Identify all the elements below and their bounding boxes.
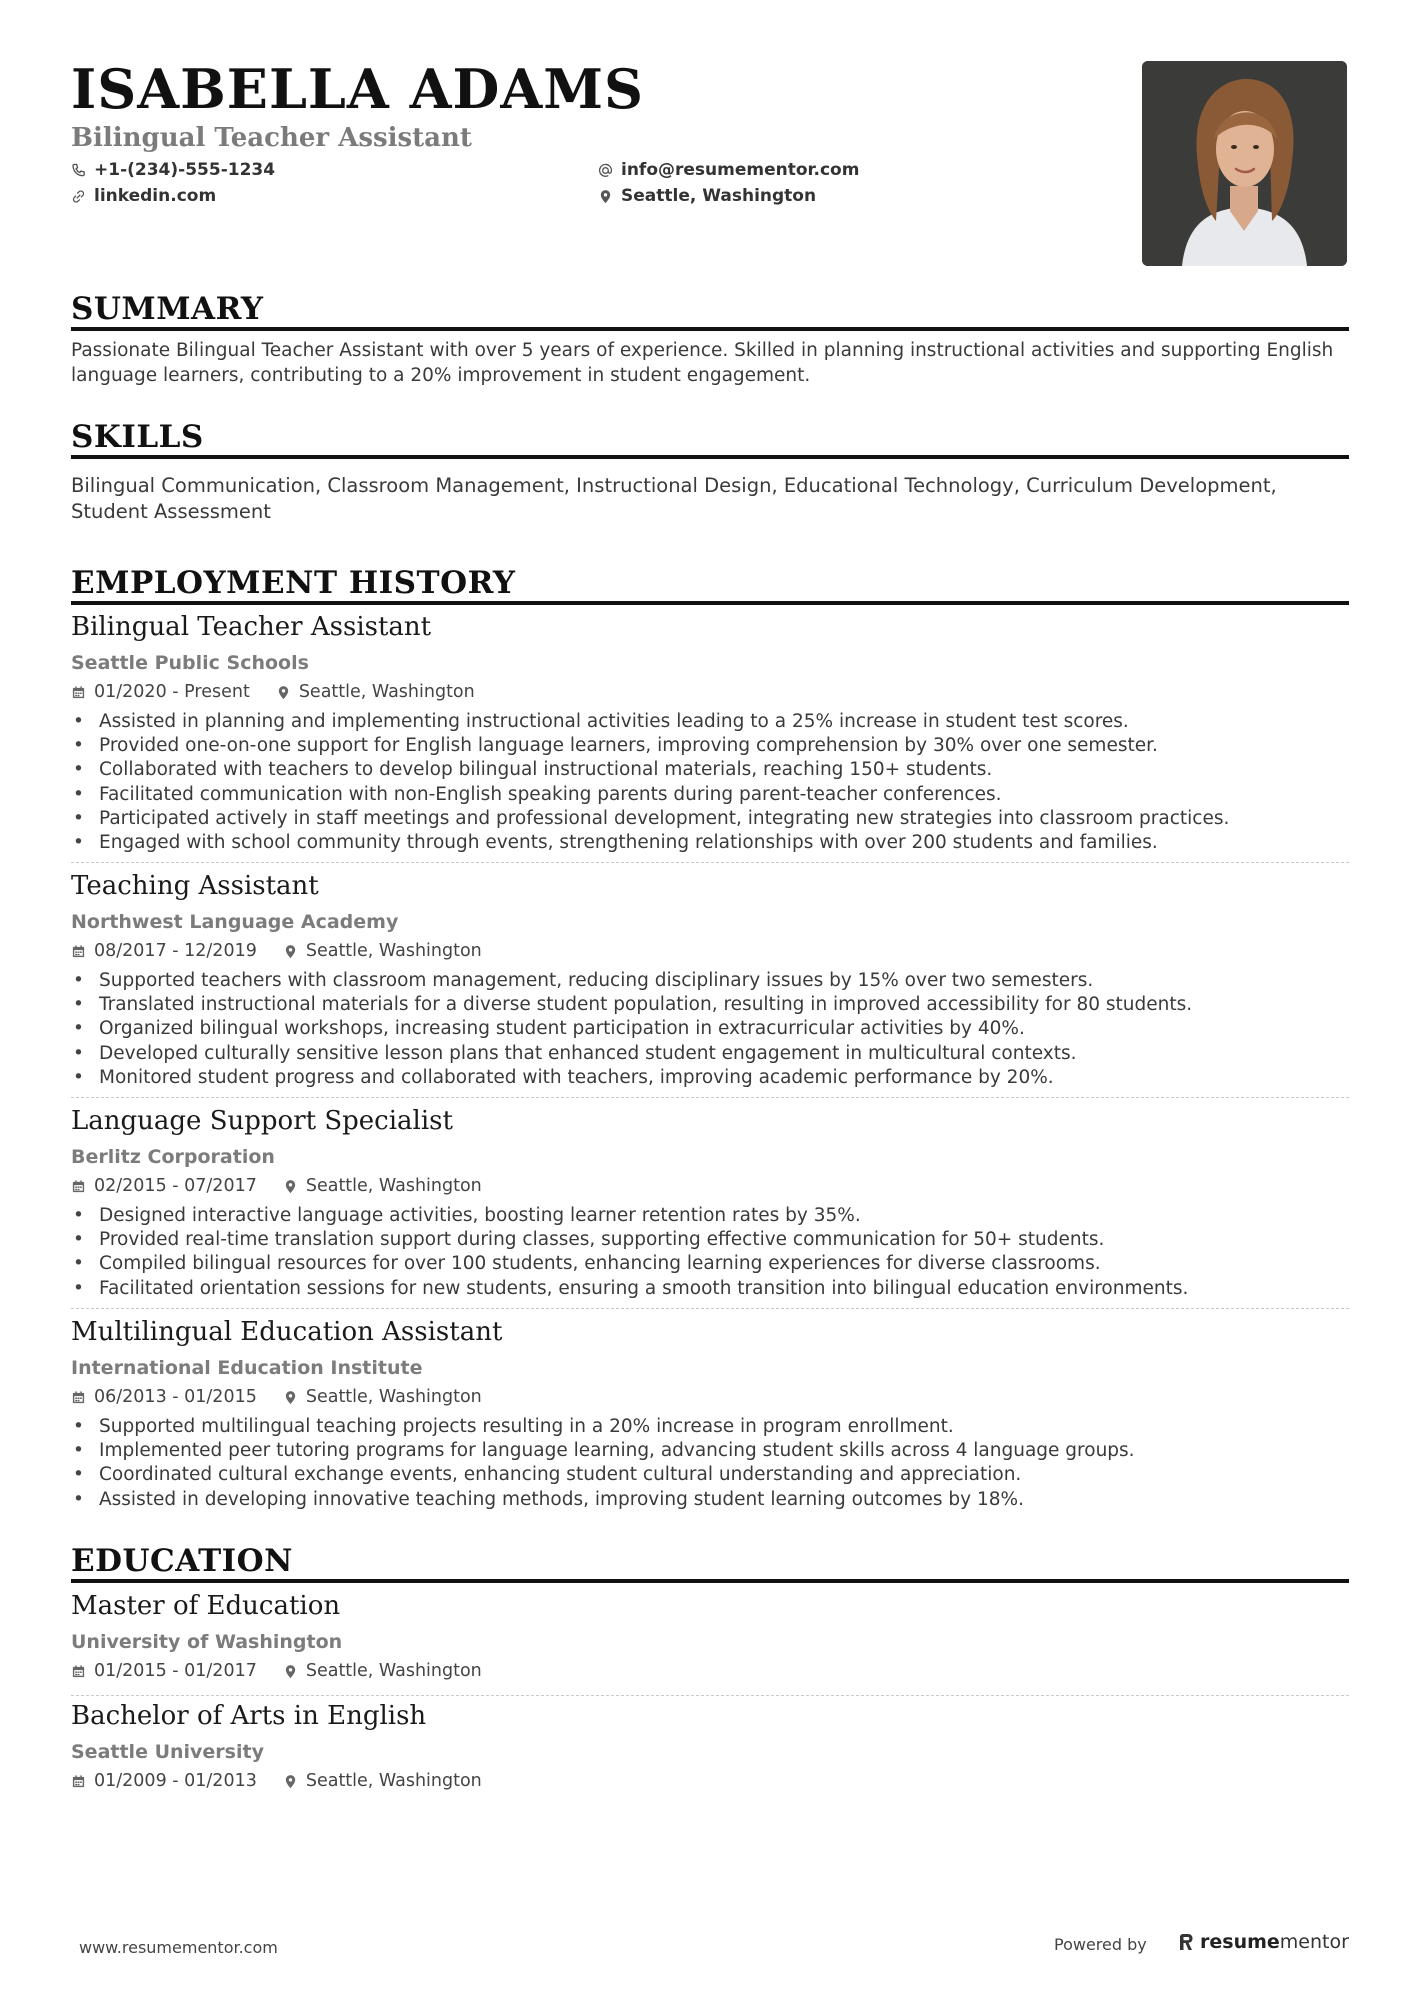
summary-divider	[71, 327, 1349, 331]
employment-heading: EMPLOYMENT HISTORY	[71, 565, 516, 601]
contact-location	[598, 188, 816, 205]
calendar-icon	[71, 944, 86, 959]
job-location	[276, 684, 475, 702]
map-pin-icon	[283, 1664, 298, 1679]
map-pin-icon	[283, 944, 298, 959]
footer-website-link[interactable]: www.resumementor.com	[79, 1938, 278, 1957]
edu-degree: Bachelor of Arts in English	[71, 1701, 427, 1731]
list-item: • Developed culturally sensitive lesson plans that enhanced student engagement in multicultural contexts.	[71, 1042, 1349, 1066]
list-item: • Provided one-on-one support for English language learners, improving comprehension by 30% over one semester.	[71, 734, 1349, 758]
email-text[interactable]: info@resumementor.com	[621, 160, 860, 180]
edu-meta	[71, 1773, 482, 1791]
linkedin-text[interactable]: linkedin.com	[94, 186, 217, 206]
job-meta	[71, 1178, 482, 1196]
list-item: • Collaborated with teachers to develop bilingual instructional materials, reaching 150+ students.	[71, 758, 1349, 782]
footer-logo-rest: mentor	[1279, 1931, 1349, 1953]
job-title: Multilingual Education Assistant	[71, 1317, 503, 1347]
job-company: Berlitz Corporation	[71, 1146, 275, 1168]
list-item: • Supported teachers with classroom management, reducing disciplinary issues by 15% over two semesters.	[71, 969, 1349, 993]
edu-location-text: Seattle, Washington	[305, 1771, 482, 1791]
edu-dates: 01/2009 - 01/2013	[94, 1771, 257, 1791]
job-bullets	[71, 1204, 1349, 1301]
list-item: • Engaged with school community through events, strengthening relationships with over 200 students and families.	[71, 831, 1349, 855]
list-item: • Facilitated orientation sessions for new students, ensuring a smooth transition into bilingual education environments.	[71, 1277, 1349, 1301]
job-separator	[71, 1097, 1349, 1098]
skills-heading: SKILLS	[71, 419, 204, 455]
job-meta	[71, 943, 482, 961]
job-dates: 08/2017 - 12/2019	[94, 941, 257, 961]
list-item: • Coordinated cultural exchange events, enhancing student cultural understanding and appreciation.	[71, 1463, 1349, 1487]
map-pin-icon	[276, 685, 291, 700]
edu-location-text: Seattle, Washington	[305, 1661, 482, 1681]
job-meta	[71, 1389, 482, 1407]
location-text: Seattle, Washington	[621, 186, 817, 206]
job-company: International Education Institute	[71, 1357, 423, 1379]
list-item: • Implemented peer tutoring programs for language learning, advancing student skills across 4 language groups.	[71, 1439, 1349, 1463]
job-location	[283, 943, 482, 961]
job-title: Language Support Specialist	[71, 1106, 453, 1136]
list-item: • Assisted in planning and implementing instructional activities leading to a 25% increase in student test scores.	[71, 710, 1349, 734]
edu-school: University of Washington	[71, 1631, 343, 1653]
job-location	[283, 1178, 482, 1196]
summary-heading: SUMMARY	[71, 291, 264, 327]
list-item: • Facilitated communication with non-English speaking parents during parent-teacher conferences.	[71, 783, 1349, 807]
edu-dates: 01/2015 - 01/2017	[94, 1661, 257, 1681]
job-bullets	[71, 1415, 1349, 1512]
edu-location	[283, 1663, 482, 1681]
calendar-icon	[71, 1390, 86, 1405]
edu-location	[283, 1773, 482, 1791]
calendar-icon	[71, 1179, 86, 1194]
list-item: • Monitored student progress and collaborated with teachers, improving academic performance by 20%.	[71, 1066, 1349, 1090]
map-pin-icon	[283, 1390, 298, 1405]
edu-meta	[71, 1663, 482, 1681]
list-item: • Designed interactive language activities, boosting learner retention rates by 35%.	[71, 1204, 1349, 1228]
list-item: • Organized bilingual workshops, increasing student participation in extracurricular activities by 40%.	[71, 1017, 1349, 1041]
job-company: Northwest Language Academy	[71, 911, 399, 933]
at-icon	[598, 163, 613, 178]
job-bullets	[71, 710, 1349, 855]
edu-separator	[71, 1695, 1349, 1696]
link-icon	[71, 189, 86, 204]
phone-text: +1-(234)-555-1234	[94, 160, 276, 180]
calendar-icon	[71, 685, 86, 700]
footer-powered-by: Powered by	[1054, 1935, 1147, 1954]
job-location-text: Seattle, Washington	[305, 1387, 482, 1407]
job-location-text: Seattle, Washington	[305, 941, 482, 961]
list-item: • Assisted in developing innovative teaching methods, improving student learning outcomes by 18%.	[71, 1488, 1349, 1512]
footer-logo-text	[1200, 1931, 1349, 1953]
list-item: • Provided real-time translation support during classes, supporting effective communication for 50+ students.	[71, 1228, 1349, 1252]
map-pin-icon	[598, 189, 613, 204]
list-item: • Participated actively in staff meetings and professional development, integrating new strategies into classroom practices.	[71, 807, 1349, 831]
summary-text: Passionate Bilingual Teacher Assistant with over 5 years of experience. Skilled in planning instructional activities and supporting English language learners, contributing to a 20% improvement in student engagement.	[71, 340, 1334, 386]
edu-school: Seattle University	[71, 1741, 264, 1763]
skills-text: Bilingual Communication, Classroom Management, Instructional Design, Educational Technology, Curriculum Development, Student Assessment	[71, 474, 1277, 523]
job-title: Bilingual Teacher Assistant	[71, 612, 432, 642]
job-dates: 01/2020 - Present	[94, 682, 250, 702]
job-meta	[71, 684, 475, 702]
education-heading: EDUCATION	[71, 1543, 293, 1579]
calendar-icon	[71, 1664, 86, 1679]
job-location-text: Seattle, Washington	[305, 1176, 482, 1196]
job-dates: 02/2015 - 07/2017	[94, 1176, 257, 1196]
list-item: • Compiled bilingual resources for over 100 students, enhancing learning experiences for diverse classrooms.	[71, 1252, 1349, 1276]
list-item: • Translated instructional materials for a diverse student population, resulting in improved accessibility for 80 students.	[71, 993, 1349, 1017]
map-pin-icon	[283, 1774, 298, 1789]
employment-divider	[71, 601, 1349, 605]
job-separator	[71, 1308, 1349, 1309]
education-divider	[71, 1579, 1349, 1583]
job-bullets	[71, 969, 1349, 1090]
candidate-name: ISABELLA ADAMS	[71, 57, 644, 121]
footer-logo-bold: resume	[1200, 1931, 1280, 1953]
job-separator	[71, 862, 1349, 863]
job-dates: 06/2013 - 01/2015	[94, 1387, 257, 1407]
calendar-icon	[71, 1774, 86, 1789]
contact-linkedin[interactable]	[71, 188, 216, 205]
phone-icon	[71, 163, 86, 178]
profile-photo	[1142, 61, 1347, 266]
job-location-text: Seattle, Washington	[298, 682, 475, 702]
skills-divider	[71, 455, 1349, 459]
candidate-role: Bilingual Teacher Assistant	[71, 123, 472, 153]
map-pin-icon	[283, 1179, 298, 1194]
job-company: Seattle Public Schools	[71, 652, 309, 674]
contact-phone	[71, 162, 275, 179]
contact-email[interactable]	[598, 162, 859, 179]
footer-brand-logo[interactable]	[1178, 1931, 1349, 1953]
edu-degree: Master of Education	[71, 1591, 341, 1621]
job-location	[283, 1389, 482, 1407]
job-title: Teaching Assistant	[71, 871, 319, 901]
list-item: • Supported multilingual teaching projects resulting in a 20% increase in program enrollment.	[71, 1415, 1349, 1439]
resumementor-logo-icon	[1178, 1933, 1194, 1951]
